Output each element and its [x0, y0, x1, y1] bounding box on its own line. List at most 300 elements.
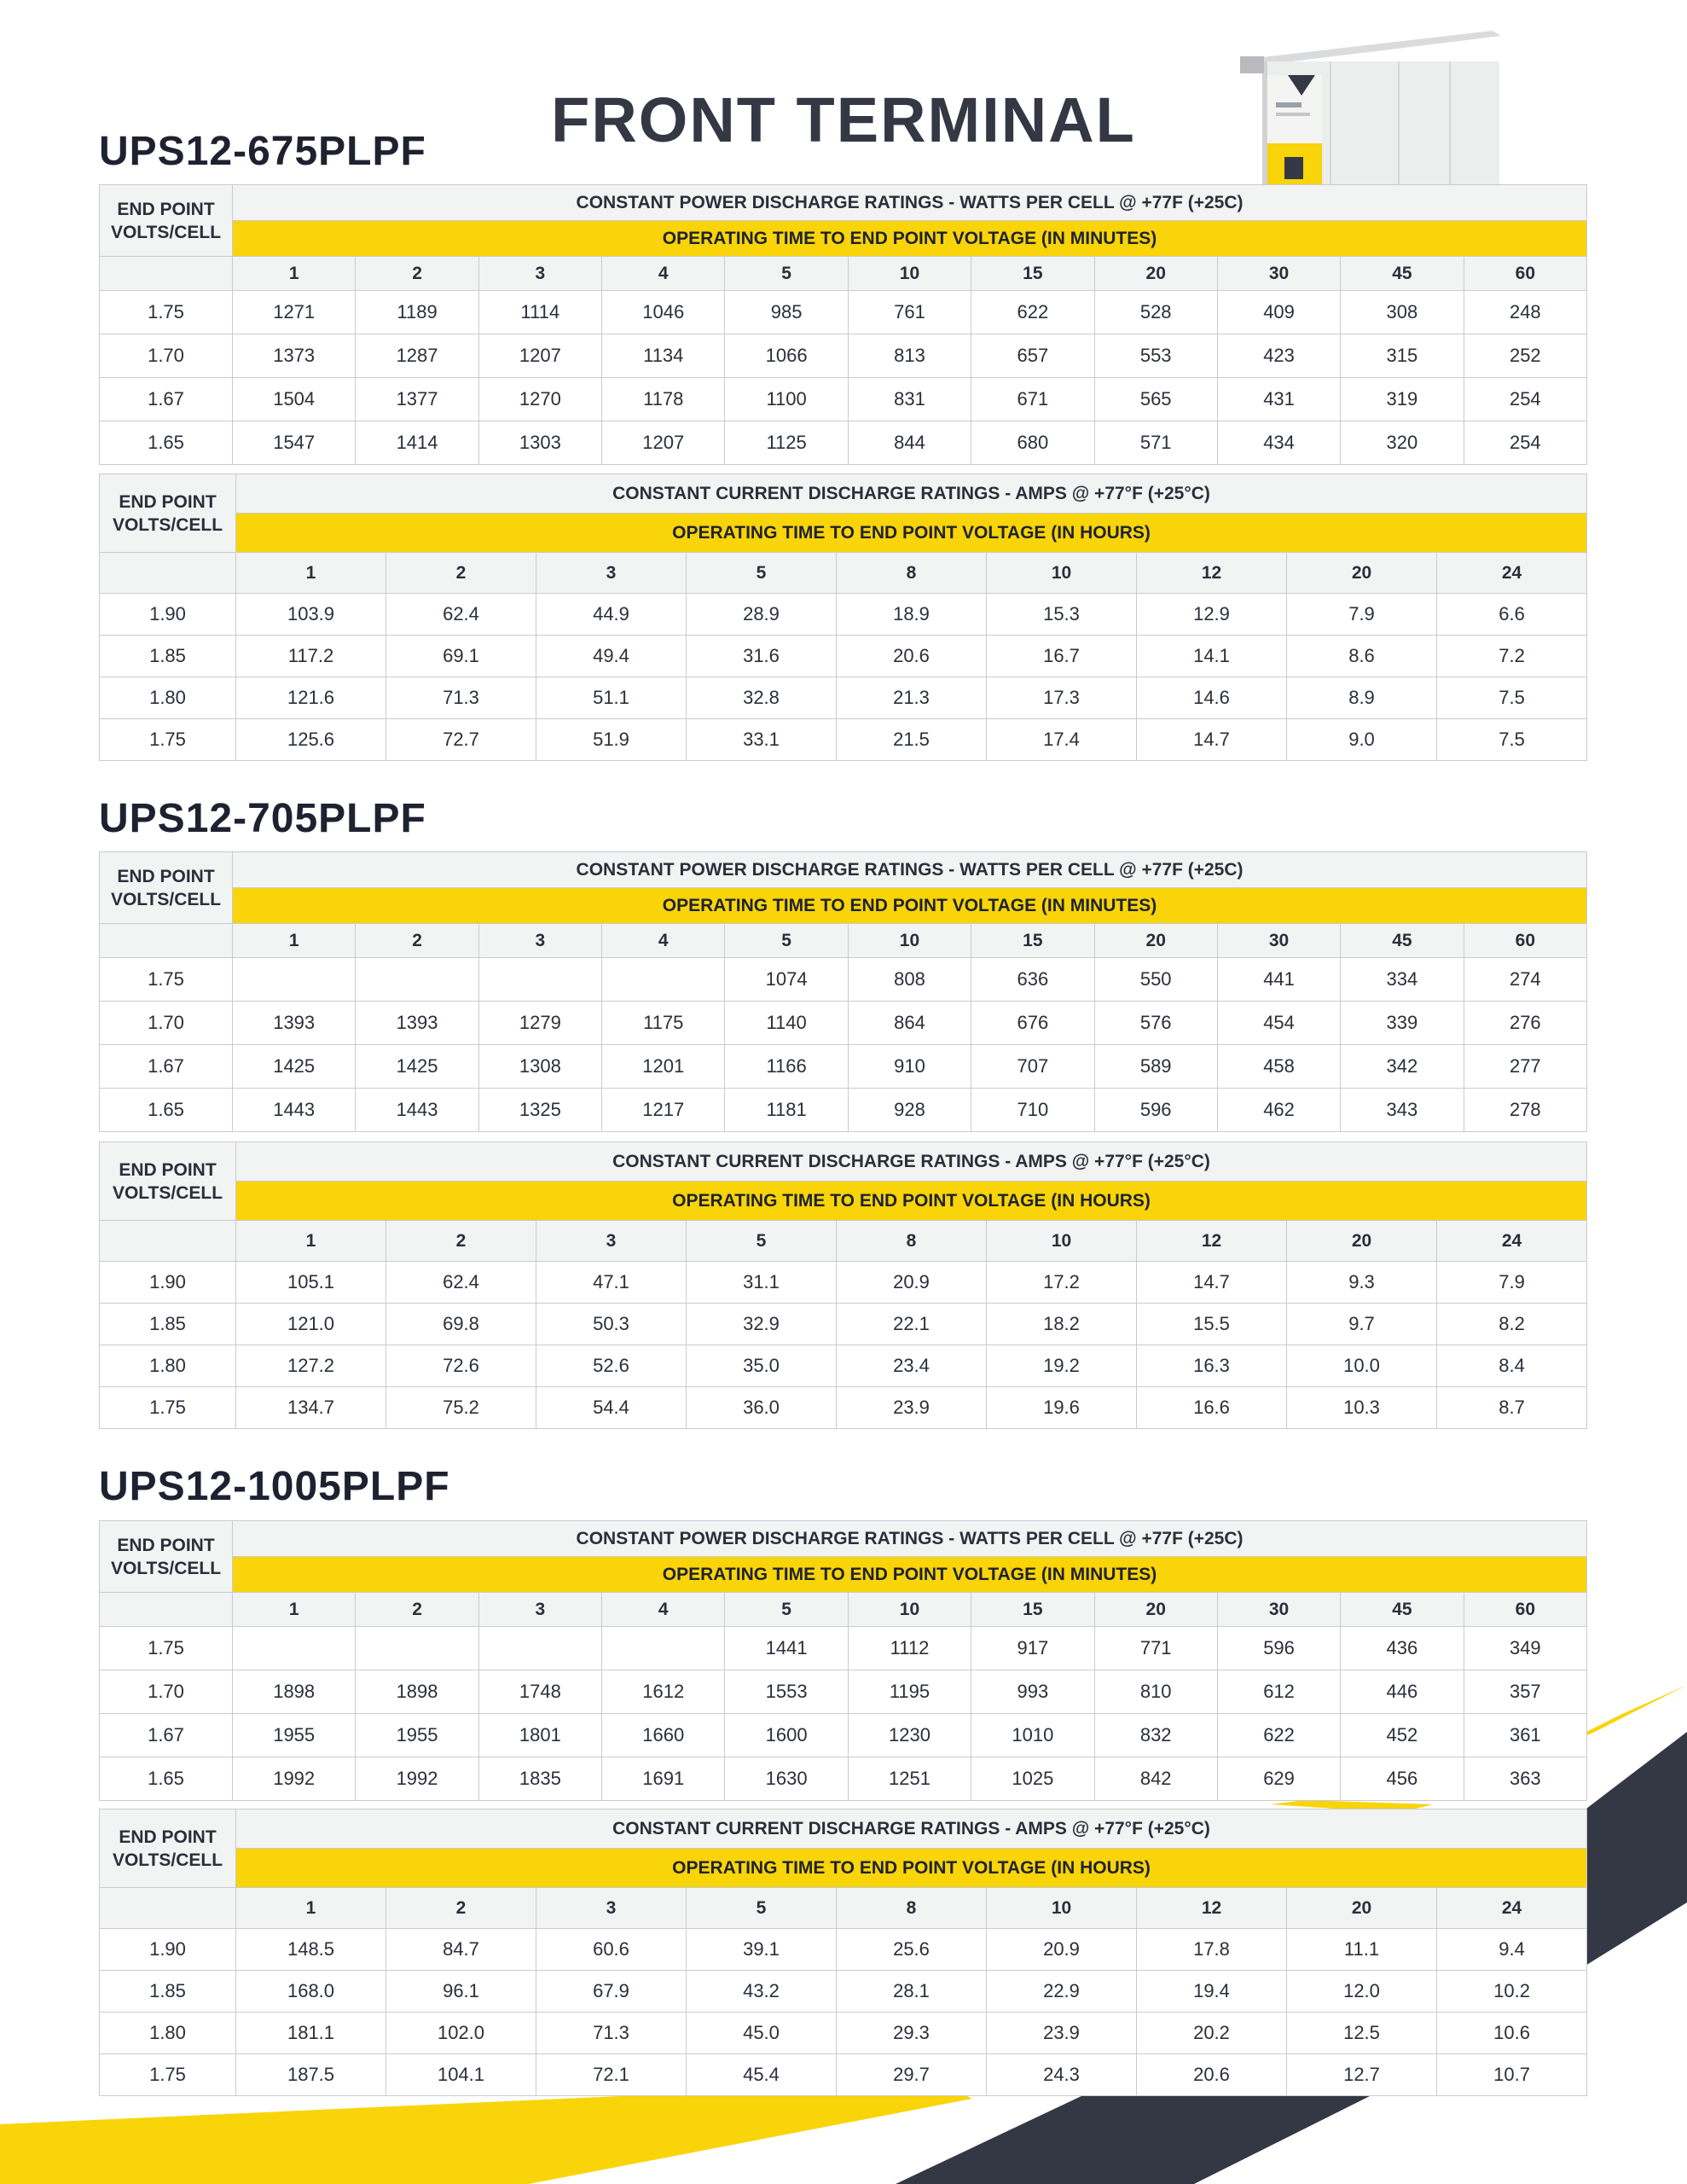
column-header: 5: [725, 924, 848, 958]
table-row: [100, 1045, 1587, 1089]
table-cell: 19.6: [987, 1387, 1137, 1429]
column-header: 10: [848, 1593, 971, 1627]
table-cell: 831: [848, 378, 971, 421]
table-row: [100, 958, 1587, 1002]
column-header: 5: [687, 553, 837, 594]
table-row: [100, 291, 1587, 334]
column-header: 24: [1437, 1221, 1587, 1262]
table-cell: 28.9: [687, 594, 837, 636]
table-cell: 16.7: [987, 636, 1137, 677]
table-cell: 10.3: [1287, 1387, 1437, 1429]
volts-cell-text: VOLTS/CELL: [112, 514, 223, 535]
table-cell: 363: [1464, 1757, 1586, 1801]
operating-time-banner: OPERATING TIME TO END POINT VOLTAGE (IN HOURS): [236, 1849, 1587, 1888]
table-cell: 75.2: [386, 1387, 536, 1429]
table-cell: 612: [1217, 1670, 1340, 1714]
column-header: 2: [356, 924, 478, 958]
table-cell: 434: [1217, 421, 1340, 465]
end-point-text: END POINT: [117, 866, 215, 886]
column-header: 1: [233, 924, 356, 958]
column-header: 3: [536, 1221, 687, 1262]
table-cell: 20.9: [837, 1262, 987, 1304]
table-cell: 8.4: [1437, 1345, 1587, 1387]
end-point-voltage: 1.67: [100, 378, 233, 421]
table-cell: 1112: [848, 1627, 971, 1670]
column-header: 2: [356, 1593, 478, 1627]
table-cell: 104.1: [386, 2054, 536, 2096]
column-header-blank: [100, 1221, 236, 1262]
table-row: [100, 1089, 1587, 1132]
column-header: 45: [1341, 257, 1464, 291]
operating-time-row: [100, 1849, 1587, 1888]
table-cell: 23.9: [837, 1387, 987, 1429]
column-header-row: [100, 1888, 1587, 1929]
table-cell: 44.9: [536, 594, 687, 636]
table-cell: 17.8: [1137, 1929, 1287, 1971]
table-cell: 52.6: [536, 1345, 687, 1387]
table-cell: 357: [1464, 1670, 1586, 1714]
header-row: [100, 185, 1587, 221]
end-point-text: END POINT: [119, 491, 217, 512]
table-cell: 596: [1094, 1089, 1217, 1132]
end-point-voltage: 1.80: [100, 2013, 236, 2054]
power-discharge-table: [99, 1520, 1587, 1801]
table-cell: 45.0: [687, 2013, 837, 2054]
table-cell: 62.4: [386, 1262, 536, 1304]
table-cell: 1801: [478, 1714, 601, 1757]
end-point-voltage: 1.65: [100, 421, 233, 465]
volts-cell-text: VOLTS/CELL: [112, 1182, 223, 1203]
table-cell: 813: [848, 334, 971, 378]
table-cell: 43.2: [687, 1971, 837, 2013]
table-row: [100, 1345, 1587, 1387]
table-cell: 25.6: [837, 1929, 987, 1971]
end-point-voltage: 1.75: [100, 958, 233, 1002]
table-cell: 274: [1464, 958, 1586, 1002]
table-cell: 622: [971, 291, 1094, 334]
table-cell: 1992: [233, 1757, 356, 1801]
table-row: [100, 594, 1587, 636]
table-cell: 320: [1341, 421, 1464, 465]
table-cell: 928: [848, 1089, 971, 1132]
table-cell: 252: [1464, 334, 1586, 378]
table-cell: 18.2: [987, 1304, 1137, 1345]
table-cell: 657: [971, 334, 1094, 378]
table-cell: 629: [1217, 1757, 1340, 1801]
table-cell: 22.9: [987, 1971, 1137, 2013]
end-point-voltage: 1.85: [100, 636, 236, 677]
table-cell: 181.1: [236, 2013, 386, 2054]
table-cell: 17.2: [987, 1262, 1137, 1304]
table-cell: 9.7: [1287, 1304, 1437, 1345]
column-header-blank: [100, 257, 233, 291]
column-header: 8: [837, 1888, 987, 1929]
end-point-label: [100, 1521, 233, 1593]
table-cell: 72.1: [536, 2054, 687, 2096]
table-cell: 452: [1341, 1714, 1464, 1757]
table-cell: 20.6: [1137, 2054, 1287, 2096]
table-cell: 19.2: [987, 1345, 1137, 1387]
table-cell: 1393: [233, 1002, 356, 1045]
end-point-label: [100, 185, 233, 257]
table-cell: 10.6: [1437, 2013, 1587, 2054]
table-cell: 28.1: [837, 1971, 987, 2013]
table-cell: 1271: [233, 291, 356, 334]
table-cell: 1066: [725, 334, 848, 378]
end-point-voltage: 1.80: [100, 677, 236, 719]
model-title: UPS12-705PLPF: [99, 796, 426, 841]
column-header: 3: [536, 553, 687, 594]
table-cell: 431: [1217, 378, 1340, 421]
current-ratings-title: CONSTANT CURRENT DISCHARGE RATINGS - AMPS @ +77°F (+25°C): [236, 1809, 1587, 1849]
column-header: 2: [356, 257, 478, 291]
table-cell: 35.0: [687, 1345, 837, 1387]
table-cell: 1955: [356, 1714, 478, 1757]
table-cell: 342: [1341, 1045, 1464, 1089]
table-cell: 1010: [971, 1714, 1094, 1757]
table-cell: 1303: [478, 421, 601, 465]
column-header: 60: [1464, 924, 1586, 958]
table-cell: [233, 958, 356, 1002]
column-header: 20: [1094, 924, 1217, 958]
table-cell: 436: [1341, 1627, 1464, 1670]
table-cell: [356, 958, 478, 1002]
end-point-voltage: 1.70: [100, 1670, 233, 1714]
table-cell: 32.8: [687, 677, 837, 719]
table-cell: 1166: [725, 1045, 848, 1089]
table-cell: 462: [1217, 1089, 1340, 1132]
power-ratings-title: CONSTANT POWER DISCHARGE RATINGS - WATTS PER CELL @ +77F (+25C): [233, 852, 1587, 888]
column-header: 45: [1341, 924, 1464, 958]
table-row: [100, 1714, 1587, 1757]
table-cell: 69.1: [386, 636, 536, 677]
table-cell: 361: [1464, 1714, 1586, 1757]
table-cell: [233, 1627, 356, 1670]
model-title: UPS12-675PLPF: [99, 129, 426, 174]
column-header: 15: [971, 1593, 1094, 1627]
table-cell: 127.2: [236, 1345, 386, 1387]
table-row: [100, 1929, 1587, 1971]
table-cell: 1373: [233, 334, 356, 378]
column-header: 15: [971, 924, 1094, 958]
table-cell: 1201: [602, 1045, 725, 1089]
end-point-voltage: 1.70: [100, 334, 233, 378]
table-cell: 622: [1217, 1714, 1340, 1757]
table-cell: 168.0: [236, 1971, 386, 2013]
table-cell: 276: [1464, 1002, 1586, 1045]
column-header: 3: [536, 1888, 687, 1929]
column-header: 2: [386, 1221, 536, 1262]
table-row: [100, 677, 1587, 719]
column-header: 30: [1217, 924, 1340, 958]
table-cell: 550: [1094, 958, 1217, 1002]
table-cell: 18.9: [837, 594, 987, 636]
table-cell: 67.9: [536, 1971, 687, 2013]
table-cell: 12.0: [1287, 1971, 1437, 2013]
operating-time-row: [100, 1557, 1587, 1593]
end-point-voltage: 1.90: [100, 1929, 236, 1971]
table-cell: 69.8: [386, 1304, 536, 1345]
table-cell: 278: [1464, 1089, 1586, 1132]
table-cell: 12.7: [1287, 2054, 1437, 2096]
table-cell: 1898: [356, 1670, 478, 1714]
end-point-text: END POINT: [119, 1827, 217, 1847]
column-header: 8: [837, 1221, 987, 1262]
table-cell: 1100: [725, 378, 848, 421]
end-point-voltage: 1.75: [100, 1627, 233, 1670]
volts-cell-text: VOLTS/CELL: [110, 889, 222, 909]
table-cell: 1835: [478, 1757, 601, 1801]
table-cell: 339: [1341, 1002, 1464, 1045]
column-header: 24: [1437, 553, 1587, 594]
operating-time-banner: OPERATING TIME TO END POINT VOLTAGE (IN HOURS): [236, 1182, 1587, 1221]
table-cell: 36.0: [687, 1387, 837, 1429]
table-cell: 1691: [602, 1757, 725, 1801]
column-header: 20: [1287, 1221, 1437, 1262]
column-header: 4: [602, 1593, 725, 1627]
table-cell: 62.4: [386, 594, 536, 636]
column-header: 4: [602, 924, 725, 958]
table-cell: 12.5: [1287, 2013, 1437, 2054]
table-cell: 1074: [725, 958, 848, 1002]
table-cell: 121.0: [236, 1304, 386, 1345]
table-cell: 103.9: [236, 594, 386, 636]
table-cell: 14.7: [1137, 719, 1287, 761]
column-header-blank: [100, 1593, 233, 1627]
end-point-voltage: 1.90: [100, 1262, 236, 1304]
table-cell: 446: [1341, 1670, 1464, 1714]
end-point-voltage: 1.67: [100, 1045, 233, 1089]
table-row: [100, 1627, 1587, 1670]
column-header: 15: [971, 257, 1094, 291]
table-cell: 844: [848, 421, 971, 465]
table-cell: 17.3: [987, 677, 1137, 719]
table-cell: 14.6: [1137, 677, 1287, 719]
table-cell: 1992: [356, 1757, 478, 1801]
table-cell: 49.4: [536, 636, 687, 677]
table-cell: 277: [1464, 1045, 1586, 1089]
table-cell: 1308: [478, 1045, 601, 1089]
column-header-row: [100, 1593, 1587, 1627]
table-cell: 1207: [478, 334, 601, 378]
table-cell: 7.9: [1287, 594, 1437, 636]
column-header: 30: [1217, 1593, 1340, 1627]
column-header: 12: [1137, 1221, 1287, 1262]
table-cell: 11.1: [1287, 1929, 1437, 1971]
table-cell: 458: [1217, 1045, 1340, 1089]
table-cell: 315: [1341, 334, 1464, 378]
column-header: 10: [987, 1888, 1137, 1929]
table-cell: 148.5: [236, 1929, 386, 1971]
column-header: 10: [987, 1221, 1137, 1262]
end-point-label: [100, 1142, 236, 1221]
table-row: [100, 1757, 1587, 1801]
table-cell: 1393: [356, 1002, 478, 1045]
table-cell: 254: [1464, 421, 1586, 465]
table-cell: 636: [971, 958, 1094, 1002]
table-cell: 1178: [602, 378, 725, 421]
table-cell: 102.0: [386, 2013, 536, 2054]
end-point-voltage: 1.75: [100, 291, 233, 334]
table-cell: 17.4: [987, 719, 1137, 761]
column-header: 5: [687, 1221, 837, 1262]
table-cell: 60.6: [536, 1929, 687, 1971]
table-cell: 810: [1094, 1670, 1217, 1714]
table-cell: 16.6: [1137, 1387, 1287, 1429]
table-cell: 1325: [478, 1089, 601, 1132]
table-cell: 96.1: [386, 1971, 536, 2013]
table-cell: 9.4: [1437, 1929, 1587, 1971]
column-header: 12: [1137, 1888, 1287, 1929]
column-header: 1: [236, 1221, 386, 1262]
column-header: 1: [233, 257, 356, 291]
table-row: [100, 1304, 1587, 1345]
table-cell: 1270: [478, 378, 601, 421]
table-cell: 761: [848, 291, 971, 334]
power-ratings-title: CONSTANT POWER DISCHARGE RATINGS - WATTS PER CELL @ +77F (+25C): [233, 185, 1587, 221]
table-cell: 9.3: [1287, 1262, 1437, 1304]
table-cell: 1547: [233, 421, 356, 465]
table-cell: 117.2: [236, 636, 386, 677]
table-cell: 1898: [233, 1670, 356, 1714]
table-cell: 39.1: [687, 1929, 837, 1971]
operating-time-banner: OPERATING TIME TO END POINT VOLTAGE (IN MINUTES): [233, 1557, 1587, 1593]
column-header: 8: [837, 553, 987, 594]
end-point-voltage: 1.85: [100, 1304, 236, 1345]
column-header-blank: [100, 924, 233, 958]
end-point-voltage: 1.65: [100, 1089, 233, 1132]
table-cell: 864: [848, 1002, 971, 1045]
column-header-row: [100, 924, 1587, 958]
end-point-voltage: 1.90: [100, 594, 236, 636]
table-cell: 1181: [725, 1089, 848, 1132]
end-point-voltage: 1.65: [100, 1757, 233, 1801]
table-cell: 349: [1464, 1627, 1586, 1670]
table-cell: 565: [1094, 378, 1217, 421]
table-cell: 31.6: [687, 636, 837, 677]
column-header: 24: [1437, 1888, 1587, 1929]
table-cell: [602, 958, 725, 1002]
column-header: 20: [1287, 1888, 1437, 1929]
table-cell: 125.6: [236, 719, 386, 761]
table-cell: 1279: [478, 1002, 601, 1045]
table-cell: 8.9: [1287, 677, 1437, 719]
end-point-text: END POINT: [117, 1535, 215, 1555]
table-cell: 1660: [602, 1714, 725, 1757]
table-cell: [478, 1627, 601, 1670]
end-point-voltage: 1.70: [100, 1002, 233, 1045]
table-cell: 71.3: [536, 2013, 687, 2054]
table-cell: 671: [971, 378, 1094, 421]
table-cell: 14.1: [1137, 636, 1287, 677]
end-point-text: END POINT: [117, 199, 215, 219]
table-cell: 910: [848, 1045, 971, 1089]
table-cell: 21.5: [837, 719, 987, 761]
table-cell: 10.7: [1437, 2054, 1587, 2096]
current-ratings-title: CONSTANT CURRENT DISCHARGE RATINGS - AMPS @ +77°F (+25°C): [236, 474, 1587, 514]
table-cell: 12.9: [1137, 594, 1287, 636]
table-cell: 14.7: [1137, 1262, 1287, 1304]
column-header: 30: [1217, 257, 1340, 291]
table-cell: 571: [1094, 421, 1217, 465]
table-cell: 23.4: [837, 1345, 987, 1387]
column-header: 60: [1464, 257, 1586, 291]
column-header-row: [100, 553, 1587, 594]
table-cell: 553: [1094, 334, 1217, 378]
table-cell: 22.1: [837, 1304, 987, 1345]
table-cell: 31.1: [687, 1262, 837, 1304]
table-cell: 1443: [356, 1089, 478, 1132]
table-row: [100, 636, 1587, 677]
table-cell: 7.5: [1437, 677, 1587, 719]
table-cell: 1441: [725, 1627, 848, 1670]
table-cell: 1230: [848, 1714, 971, 1757]
end-point-label: [100, 852, 233, 924]
table-cell: 9.0: [1287, 719, 1437, 761]
table-cell: 8.6: [1287, 636, 1437, 677]
table-cell: [356, 1627, 478, 1670]
table-cell: 187.5: [236, 2054, 386, 2096]
header-row: [100, 1521, 1587, 1557]
table-cell: 72.6: [386, 1345, 536, 1387]
operating-time-row: [100, 888, 1587, 924]
end-point-voltage: 1.75: [100, 719, 236, 761]
current-ratings-title: CONSTANT CURRENT DISCHARGE RATINGS - AMPS @ +77°F (+25°C): [236, 1142, 1587, 1182]
column-header: 3: [478, 1593, 601, 1627]
page-title: FRONT TERMINAL: [551, 84, 1136, 155]
column-header: 12: [1137, 553, 1287, 594]
column-header-row: [100, 257, 1587, 291]
table-cell: 308: [1341, 291, 1464, 334]
table-cell: 20.2: [1137, 2013, 1287, 2054]
table-cell: 29.7: [837, 2054, 987, 2096]
table-cell: 1504: [233, 378, 356, 421]
end-point-voltage: 1.75: [100, 1387, 236, 1429]
end-point-text: END POINT: [119, 1159, 217, 1180]
table-row: [100, 2054, 1587, 2096]
operating-time-banner: OPERATING TIME TO END POINT VOLTAGE (IN MINUTES): [233, 221, 1587, 257]
table-cell: 50.3: [536, 1304, 687, 1345]
table-cell: 1600: [725, 1714, 848, 1757]
operating-time-row: [100, 221, 1587, 257]
table-cell: 832: [1094, 1714, 1217, 1757]
table-cell: 589: [1094, 1045, 1217, 1089]
table-cell: 248: [1464, 291, 1586, 334]
table-cell: 1025: [971, 1757, 1094, 1801]
table-cell: 7.2: [1437, 636, 1587, 677]
column-header: 1: [236, 1888, 386, 1929]
power-discharge-table: [99, 184, 1587, 465]
current-discharge-table: [99, 473, 1587, 761]
end-point-voltage: 1.67: [100, 1714, 233, 1757]
table-cell: 1134: [602, 334, 725, 378]
table-cell: 1207: [602, 421, 725, 465]
table-cell: 19.4: [1137, 1971, 1287, 2013]
table-row: [100, 1670, 1587, 1714]
volts-cell-text: VOLTS/CELL: [112, 1850, 223, 1870]
table-row: [100, 2013, 1587, 2054]
column-header: 20: [1094, 1593, 1217, 1627]
table-cell: 528: [1094, 291, 1217, 334]
volts-cell-text: VOLTS/CELL: [110, 222, 222, 242]
table-row: [100, 1387, 1587, 1429]
table-cell: 334: [1341, 958, 1464, 1002]
column-header: 10: [848, 257, 971, 291]
table-cell: 51.1: [536, 677, 687, 719]
current-discharge-table: [99, 1809, 1587, 2096]
table-cell: [478, 958, 601, 1002]
table-cell: 1414: [356, 421, 478, 465]
